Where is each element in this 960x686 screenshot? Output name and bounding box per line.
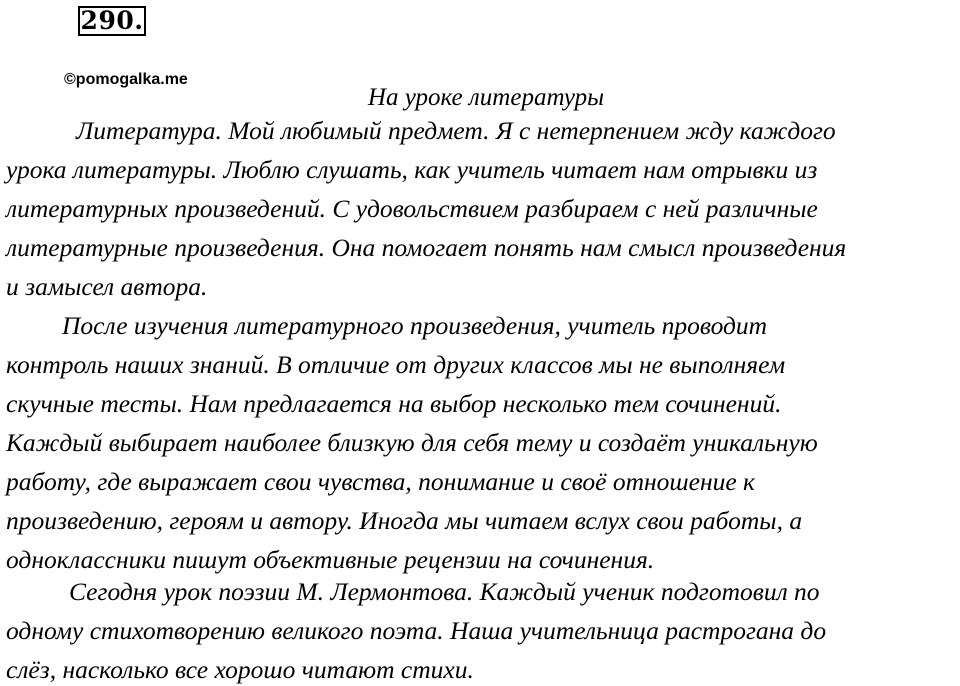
text-line: скучные тесты. Нам предлагается на выбор несколько тем сочинений. [6, 389, 782, 418]
text-line: контроль наших знаний. В отличие от других классов мы не выполняем [6, 350, 786, 379]
text-line: Литература. Мой любимый предмет. Я с нетерпением жду каждого [76, 116, 836, 145]
text-line: литературные произведения. Она помогает понять нам смысл произведения [6, 233, 847, 262]
text-line: Каждый выбирает наиболее близкую для себя тему и создаёт уникальную [6, 428, 818, 457]
text-line: урока литературы. Люблю слушать, как учитель читает нам отрывки из [6, 155, 818, 184]
text-line: работу, где выражает свои чувства, понимание и своё отношение к [6, 467, 755, 496]
text-line: одноклассники пишут объективные рецензии на сочинения. [6, 545, 655, 574]
text-line: После изучения литературного произведения, учитель проводит [62, 311, 768, 340]
text-line: Сегодня урок поэзии М. Лермонтова. Каждый ученик подготовил по [69, 577, 820, 606]
text-line: произведению, героям и автору. Иногда мы читаем вслух свои работы, а [6, 506, 803, 535]
text-line: одному стихотворению великого поэта. Наша учительница растрогана до [6, 616, 827, 645]
text-line: литературных произведений. С удовольствием разбираем с ней различные [6, 194, 818, 223]
task-number: 290. [78, 6, 146, 36]
text-line: и замысел автора. [6, 272, 208, 301]
text-line: слёз, насколько все хорошо читают стихи. [6, 655, 474, 684]
essay-title: На уроке литературы [367, 84, 605, 111]
watermark: ©pomogalka.me [64, 71, 188, 88]
